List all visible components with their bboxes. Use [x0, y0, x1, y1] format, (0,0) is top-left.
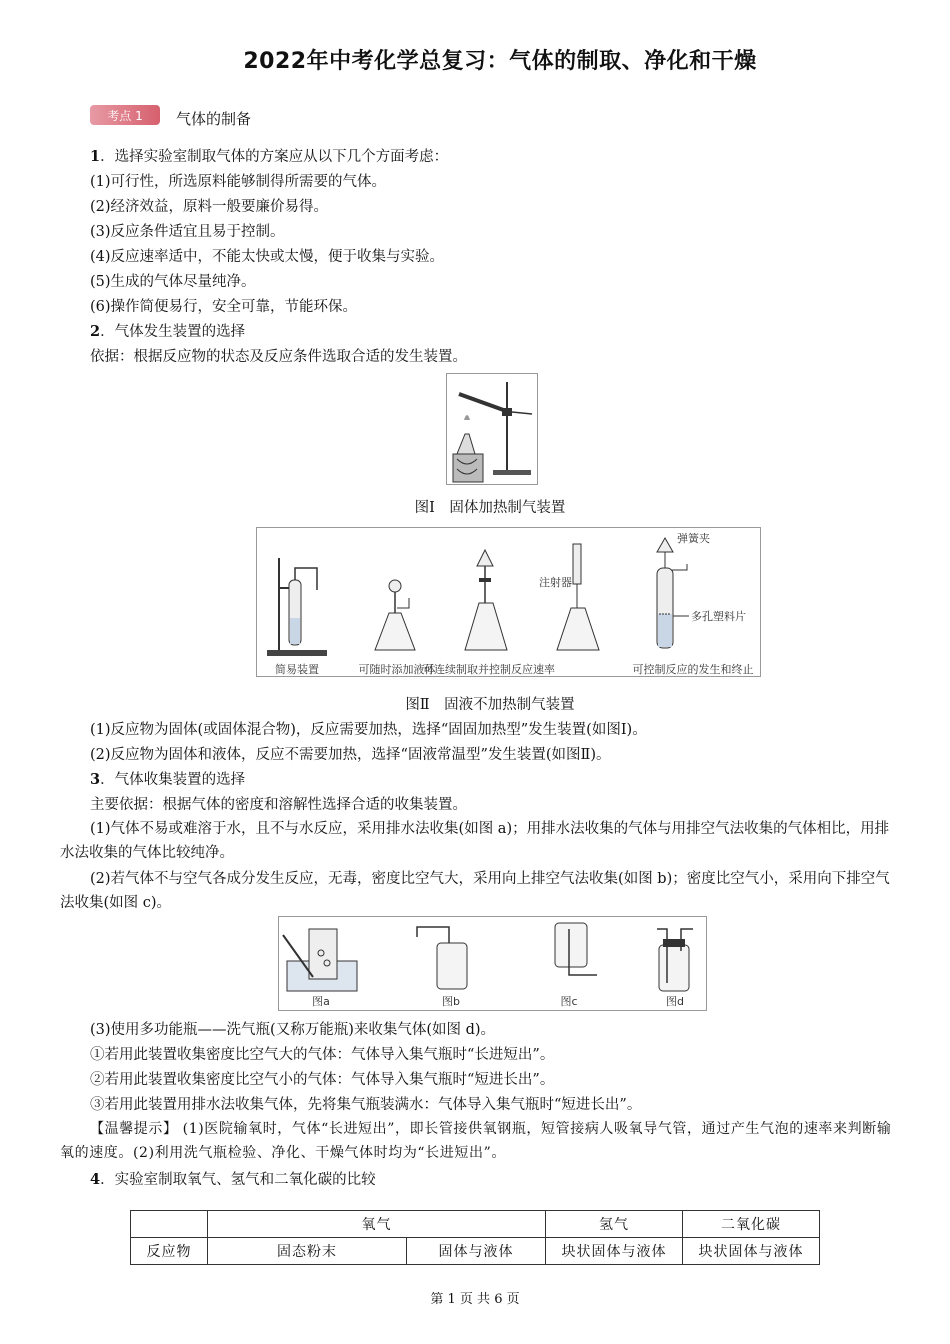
warm-tip — [60, 1117, 895, 1165]
page-title: 2022年中考化学总复习：气体的制取、净化和干燥 — [243, 49, 757, 74]
table-header-cell: 二氧化碳 — [683, 1211, 820, 1238]
item1-point: (3)反应条件适宜且易于控制。 — [90, 224, 285, 240]
table-header-cell: 氢气 — [546, 1211, 683, 1238]
item1-heading: 1．选择实验室制取气体的方案应从以下几个方面考虑： — [90, 148, 449, 165]
fig2-label-add-liquid: 可随时添加液体 — [358, 663, 436, 676]
item3-subpoint: ③若用此装置用排水法收集气体，先将集气瓶装满水：气体导入集气瓶时“短进长出”。 — [90, 1097, 642, 1113]
table-row — [131, 1238, 820, 1265]
table-cell: 块状固体与液体 — [683, 1238, 820, 1265]
figure-2-caption: 图Ⅱ 固液不加热制气装置 — [405, 697, 575, 713]
item2-heading: 2．气体发生装置的选择 — [90, 323, 246, 340]
item3-subpoint: ②若用此装置收集密度比空气小的气体：气体导入集气瓶时“短进长出”。 — [90, 1072, 555, 1088]
item1-point: (6)操作简便易行，安全可靠，节能环保。 — [90, 299, 358, 315]
fig2-label-control-rate: 可连续制取并控制反应速率 — [423, 663, 555, 676]
page-footer: 第 1 页 共 6 页 — [430, 1292, 520, 1307]
item1-point: (4)反应速率适中，不能太快或太慢，便于收集与实验。 — [90, 249, 445, 265]
item3-heading: 3．气体收集装置的选择 — [90, 771, 246, 788]
item1-point: (5)生成的气体尽量纯净。 — [90, 274, 256, 290]
item2-point: (2)反应物为固体和液体，反应不需要加热，选择“固液常温型”发生装置(如图Ⅱ)。 — [90, 747, 611, 763]
item1-point: (1)可行性，所选原料能够制得所需要的气体。 — [90, 174, 387, 190]
collection-label-a: 图a — [312, 995, 330, 1008]
item3-subpoint: ①若用此装置收集密度比空气大的气体：气体导入集气瓶时“长进短出”。 — [90, 1047, 555, 1063]
item1-point: (2)经济效益，原料一般要廉价易得。 — [90, 199, 329, 215]
item3-p3: (3)使用多功能瓶——洗气瓶(又称万能瓶)来收集气体(如图 d)。 — [90, 1022, 496, 1038]
table-header-cell — [131, 1211, 208, 1238]
section-badge — [90, 104, 160, 126]
badge-text: 考点 1 — [107, 109, 143, 123]
fig2-label-spring-clip: 弹簧夹 — [677, 532, 710, 545]
figure-solid-heating-apparatus — [446, 373, 538, 485]
item2-basis: 依据：根据反应物的状态及反应条件选取合适的发生装置。 — [90, 349, 467, 365]
section-heading: 气体的制备 — [176, 110, 252, 128]
comparison-table — [130, 1210, 820, 1265]
item3-p1: (1)气体不易或难溶于水，且不与水反应，采用排水法收集(如图 a)；用排水法收集的气体与用排空气法收集的气体相比，用排水法收集的气体比较纯净。 — [60, 821, 890, 861]
item4-heading: 4．实验室制取氧气、氢气和二氧化碳的比较 — [90, 1171, 376, 1188]
item3-p2: (2)若气体不与空气各成分发生反应，无毒，密度比空气大，采用向上排空气法收集(如图 b)；密度比空气小，采用向下排空气法收集(如图 c)。 — [60, 871, 890, 911]
fig2-label-plastic-plate: 多孔塑料片 — [691, 610, 746, 623]
collection-label-c: 图c — [560, 995, 578, 1008]
item3-basis: 主要依据：根据气体的密度和溶解性选择合适的收集装置。 — [90, 797, 467, 813]
table-row-label: 反应物 — [131, 1238, 208, 1265]
table-cell: 固体与液体 — [407, 1238, 546, 1265]
figure-gas-collection — [278, 916, 707, 1011]
table-header-cell: 氧气 — [208, 1211, 546, 1238]
figure-solid-liquid-apparatus — [256, 527, 761, 677]
fig2-label-syringe: 注射器 — [539, 576, 572, 589]
warm-tip-label: 【温馨提示】 — [90, 1121, 178, 1137]
item2-point: (1)反应物为固体(或固体混合物)，反应需要加热，选择“固固加热型”发生装置(如图Ⅰ)。 — [90, 722, 647, 738]
figure-1-caption: 图Ⅰ 固体加热制气装置 — [414, 500, 566, 516]
table-cell: 块状固体与液体 — [546, 1238, 683, 1265]
table-cell: 固态粉末 — [208, 1238, 407, 1265]
fig2-label-start-stop: 可控制反应的发生和终止 — [632, 663, 754, 676]
table-header-row — [131, 1211, 820, 1238]
fig2-label-simple: 简易装置 — [275, 663, 319, 676]
collection-label-d: 图d — [666, 995, 684, 1008]
collection-label-b: 图b — [442, 995, 460, 1008]
warm-tip-text: (1)医院输氧时，气体“长进短出”，即长管接供氧钢瓶，短管接病人吸氧导气管，通过产生气泡的速率来判断输氧的速度。(2)利用洗气瓶检验、净化、干燥气体时均为“长进短出”。 — [60, 1121, 892, 1161]
